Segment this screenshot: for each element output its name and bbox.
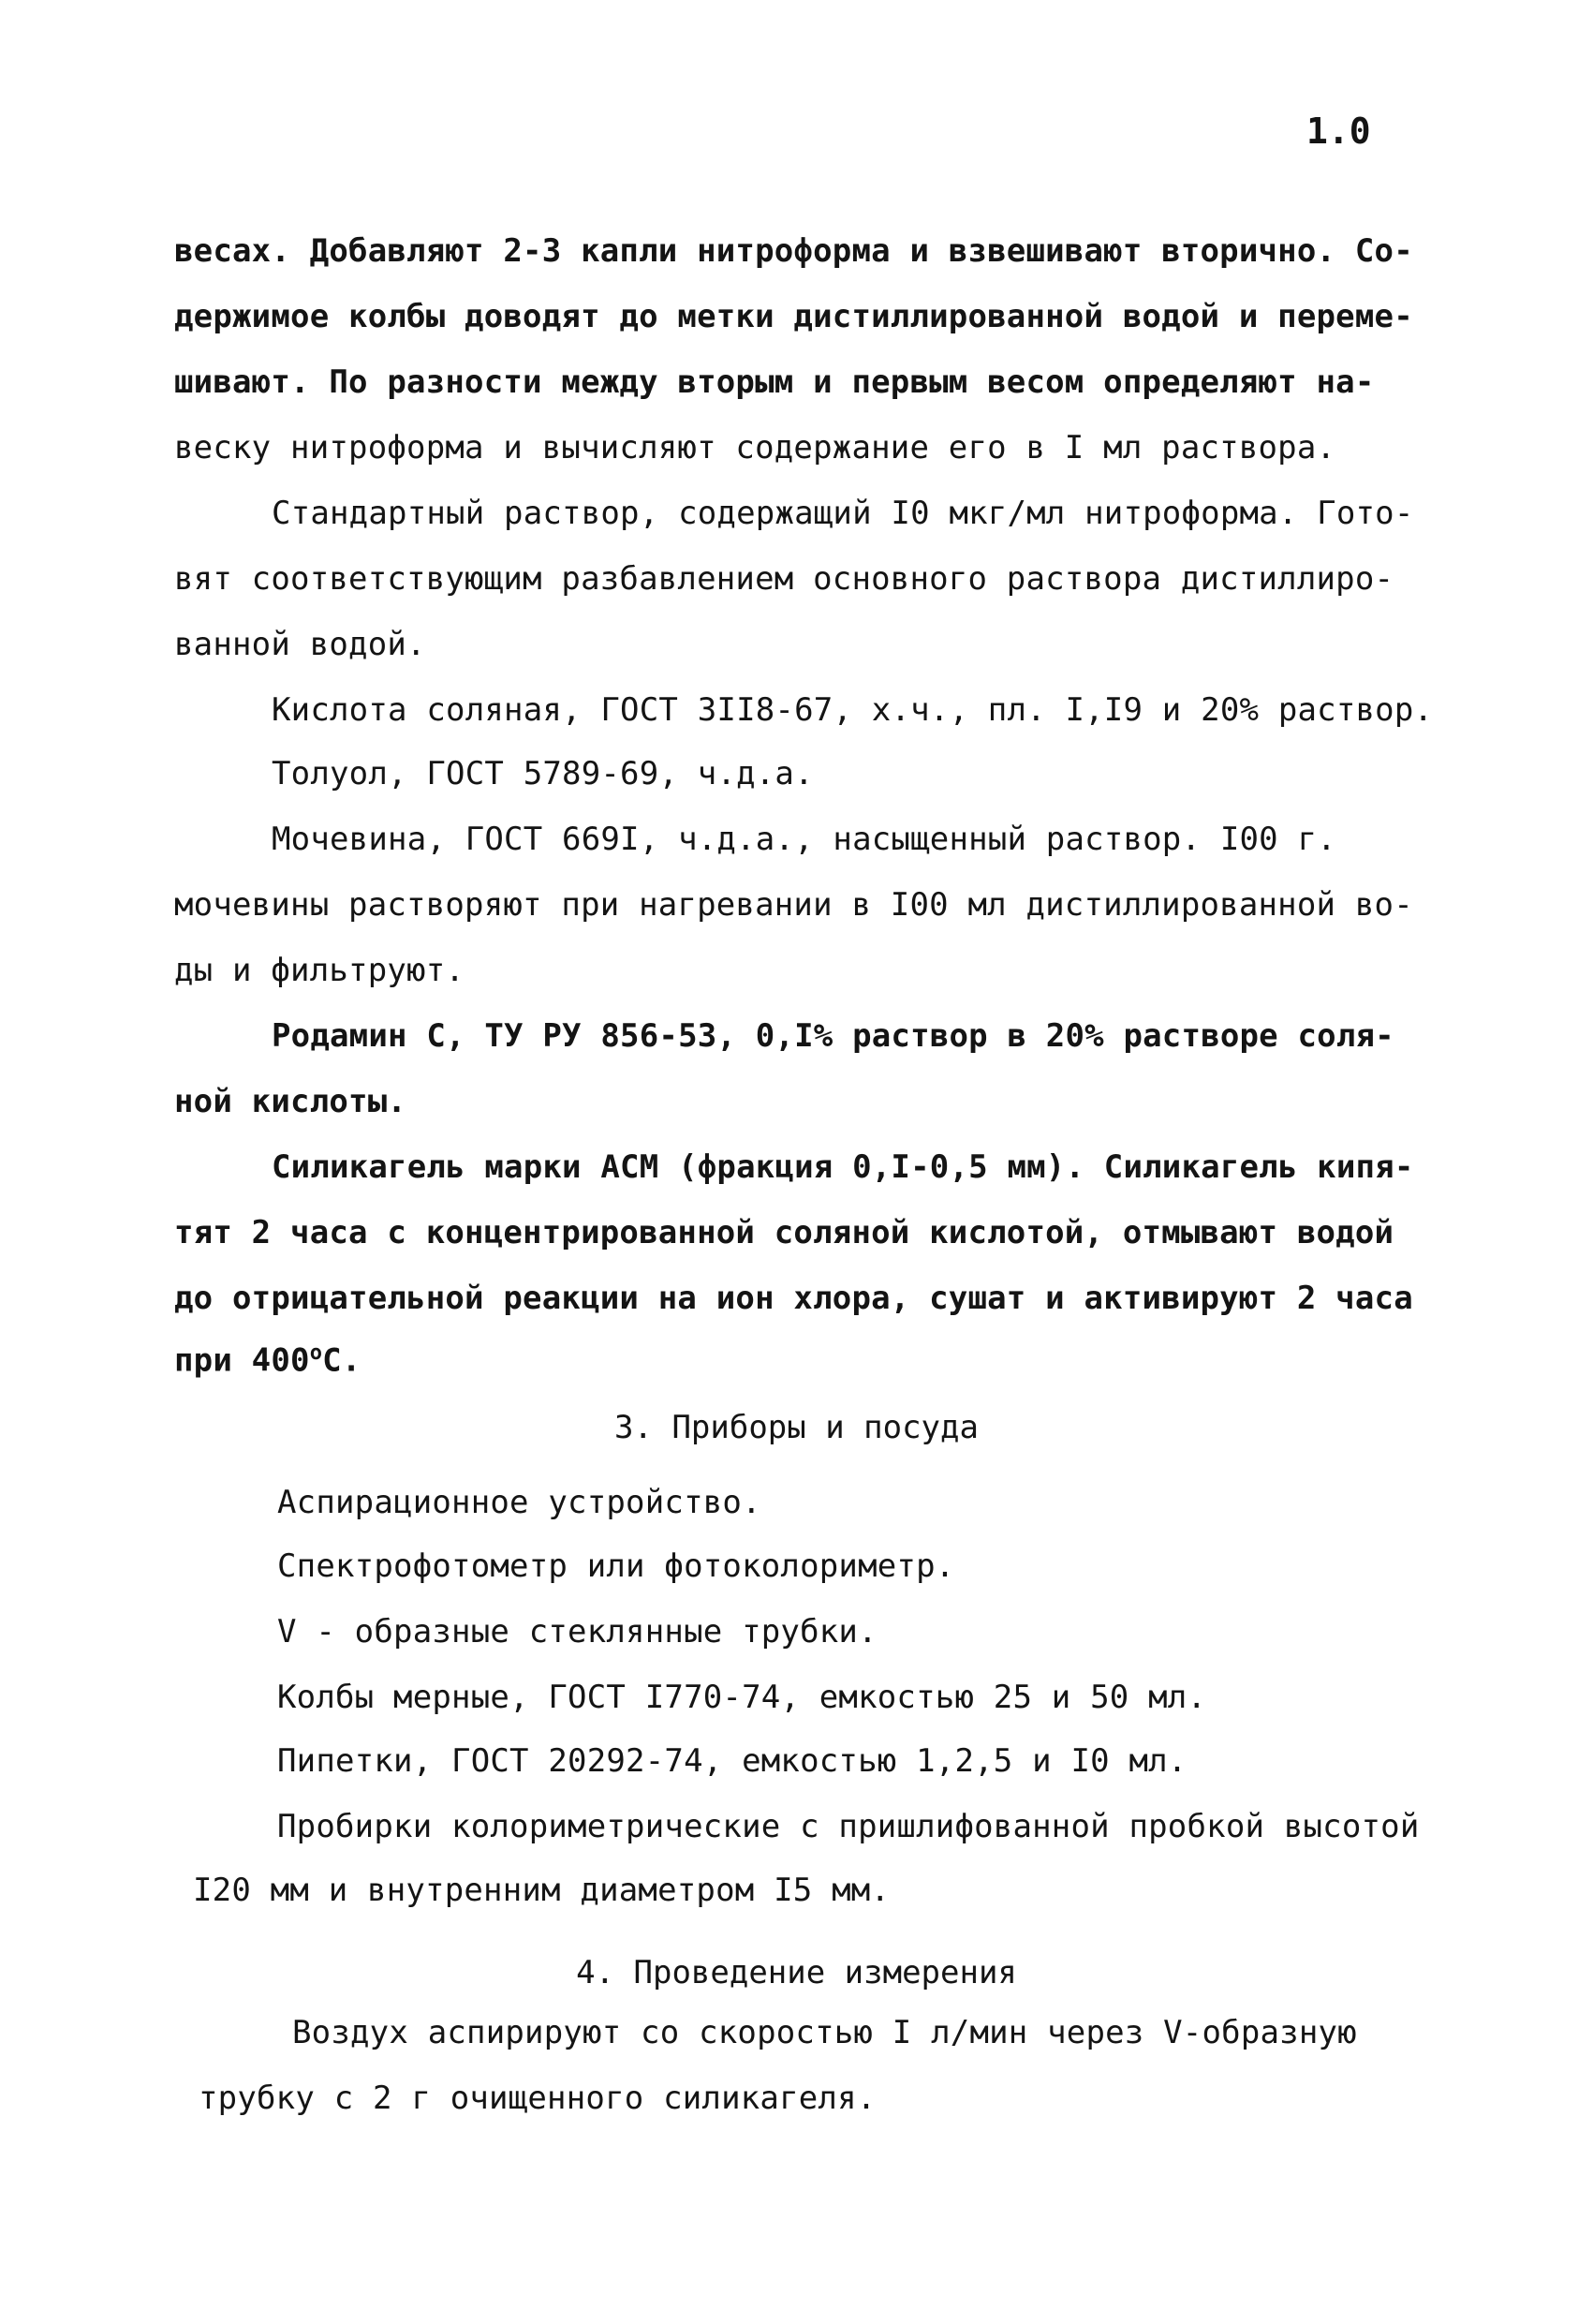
line-text: при 400: [174, 1341, 310, 1380]
paragraph-line: Пробирки колориметрические с пришлифованной пробкой высотой: [277, 1808, 1420, 1845]
paragraph-line: до отрицательной реакции на ион хлора, сушат и активируют 2 часа: [174, 1280, 1413, 1317]
paragraph-line: ванной водой.: [174, 626, 426, 663]
paragraph-line: мочевины растворяют при нагревании в I00 мл дистиллированной во-: [174, 886, 1413, 924]
paragraph-line: Родамин С, ТУ РУ 856-53, 0,I% раствор в 20% растворе соля-: [272, 1017, 1394, 1055]
section-heading: 4. Проведение измерения: [576, 1954, 1017, 1991]
page-number: 1.0: [1306, 111, 1371, 152]
paragraph-line: держимое колбы доводят до метки дистиллированной водой и переме-: [174, 298, 1413, 335]
reagent-toluene: Толуол, ГОСТ 5789-69, ч.д.а.: [272, 755, 814, 792]
paragraph-line: [174, 1341, 361, 1379]
paragraph-line: ды и фильтруют.: [174, 952, 465, 989]
paragraph-line: веску нитроформа и вычисляют содержание его в I мл раствора.: [174, 429, 1336, 466]
equipment-item: Аспирационное устройство.: [277, 1484, 761, 1521]
equipment-item: V - образные стеклянные трубки.: [277, 1613, 878, 1650]
paragraph-line: Стандартный раствор, содержащий I0 мкг/мл нитроформа. Гото-: [272, 495, 1414, 532]
paragraph-line: весах. Добавляют 2-3 капли нитроформа и взвешивают вторично. Со-: [174, 232, 1413, 270]
paragraph-line: вят соответствующим разбавлением основного раствора дистиллиро-: [174, 560, 1394, 598]
paragraph-line: тят 2 часа с концентрированной соляной кислотой, отмывают водой: [174, 1214, 1394, 1251]
paragraph-line: ной кислоты.: [174, 1083, 407, 1120]
section-heading: 3. Приборы и посуда: [614, 1409, 979, 1446]
paragraph-line: шивают. По разности между вторым и первым весом определяют на-: [174, 363, 1375, 401]
paragraph-line: Силикагель марки АСМ (фракция 0,I-0,5 мм). Силикагель кипя-: [272, 1148, 1414, 1186]
equipment-item: Колбы мерные, ГОСТ I770-74, емкостью 25 и 50 мл.: [277, 1679, 1207, 1716]
equipment-item: Спектрофотометр или фотоколориметр.: [277, 1547, 955, 1585]
paragraph-line: Воздух аспирируют со скоростью I л/мин через V-образную: [292, 2014, 1357, 2051]
paragraph-line: трубку с 2 г очищенного силикагеля.: [199, 2080, 877, 2117]
paragraph-line: I20 мм и внутренним диаметром I5 мм.: [193, 1872, 891, 1909]
equipment-item: Пипетки, ГОСТ 20292-74, емкостью 1,2,5 и I0 мл.: [277, 1742, 1187, 1780]
line-text: С.: [322, 1341, 361, 1380]
paragraph-line: Мочевина, ГОСТ 669I, ч.д.а., насыщенный раствор. I00 г.: [272, 821, 1336, 858]
reagent-hydrochloric-acid: Кислота соляная, ГОСТ 3II8-67, х.ч., пл. I,I9 и 20% раствор.: [272, 691, 1434, 729]
degree-sign: o: [309, 1341, 323, 1365]
